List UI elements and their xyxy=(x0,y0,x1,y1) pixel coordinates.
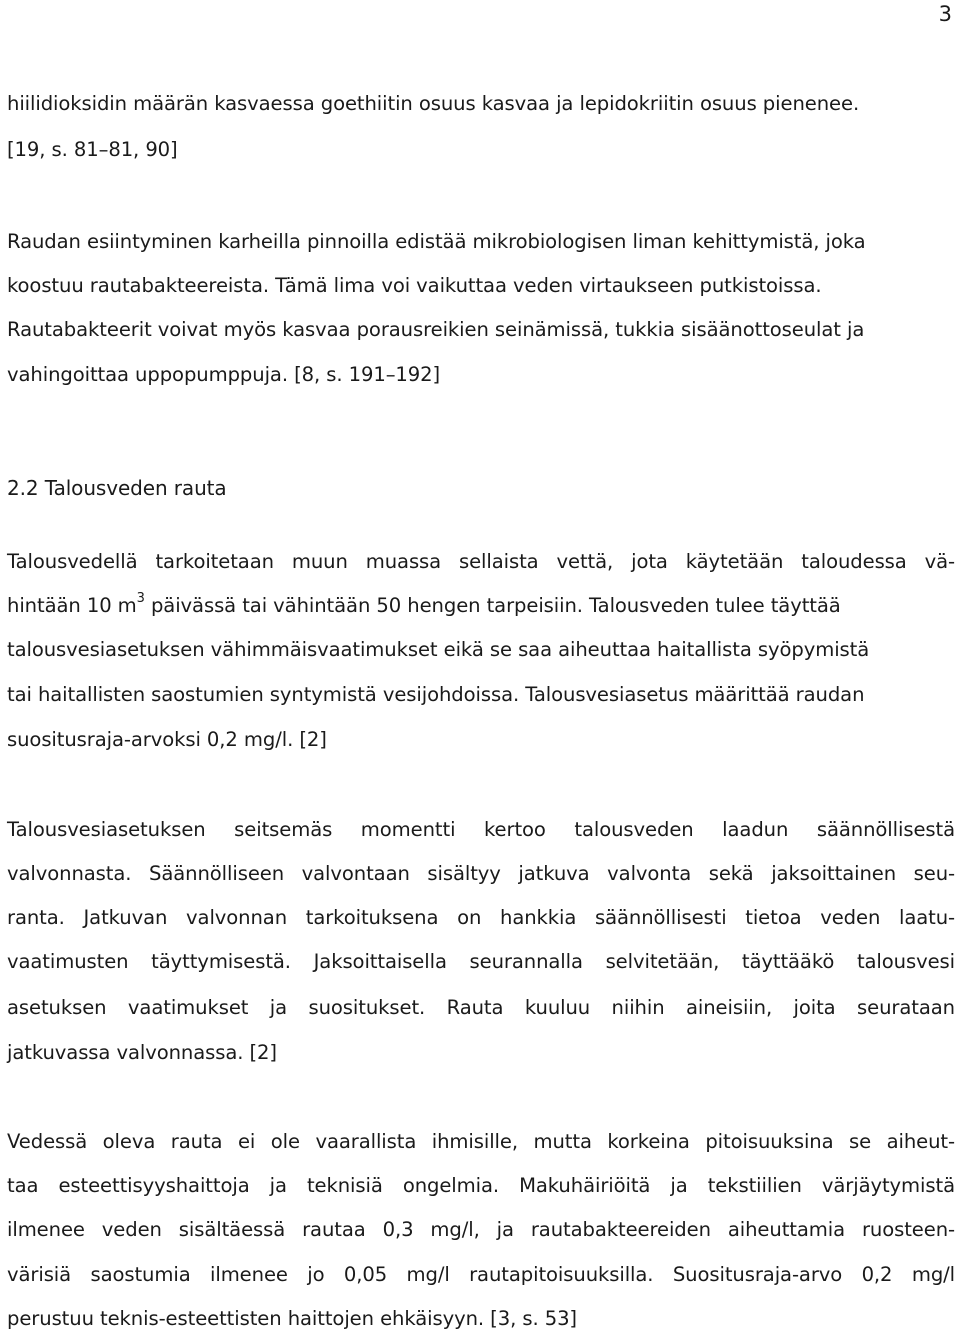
text-line: ilmenee veden sisältäessä rautaa 0,3 mg/l, ja rautabakteereiden aiheuttamia ruosteen- xyxy=(7,1218,955,1241)
text-line: [19, s. 81–81, 90] xyxy=(7,138,178,161)
text-line: Vedessä oleva rauta ei ole vaarallista ihmisille, mutta korkeina pitoisuuksina se aiheut- xyxy=(7,1130,955,1153)
page-number: 3 xyxy=(938,2,952,26)
text-line: jatkuvassa valvonnassa. [2] xyxy=(7,1041,277,1064)
text-line: suositusraja-arvoksi 0,2 mg/l. [2] xyxy=(7,728,327,751)
text-line: Talousvesiasetuksen seitsemäs momentti kertoo talousveden laadun säännöllisestä xyxy=(7,818,955,841)
text-line: Raudan esiintyminen karheilla pinnoilla edistää mikrobiologisen liman kehittymistä, joka xyxy=(7,230,866,253)
text-line: hiilidioksidin määrän kasvaessa goethiitin osuus kasvaa ja lepidokriitin osuus pienenee. xyxy=(7,92,860,115)
text-line: vahingoittaa uppopumppuja. [8, s. 191–192] xyxy=(7,363,441,386)
text-line: vaatimusten täyttymisestä. Jaksoittaisella seurannalla selvitetään, täyttääkö talousvesi xyxy=(7,950,955,973)
text-line xyxy=(7,591,841,618)
text-line: Rautabakteerit voivat myös kasvaa porausreikien seinämissä, tukkia sisäänottoseulat ja xyxy=(7,318,865,341)
text-line: asetuksen vaatimukset ja suositukset. Rauta kuuluu niihin aineisiin, joita seurataan xyxy=(7,996,955,1019)
text-line: ranta. Jatkuvan valvonnan tarkoituksena on hankkia säännöllisesti tietoa veden laatu- xyxy=(7,906,955,929)
text-line: Talousvedellä tarkoitetaan muun muassa sellaista vettä, jota käytetään taloudessa vä- xyxy=(7,550,955,573)
section-heading: 2.2 Talousveden rauta xyxy=(7,476,227,500)
superscript: 3 xyxy=(136,591,145,607)
text-line: taa esteettisyyshaittoja ja teknisiä ongelmia. Makuhäiriöitä ja tekstiilien värjäytymistä xyxy=(7,1174,955,1197)
text-line: talousvesiasetuksen vähimmäisvaatimukset eikä se saa aiheuttaa haitallista syöpymistä xyxy=(7,638,870,661)
text-line: tai haitallisten saostumien syntymistä vesijohdoissa. Talousvesiasetus määrittää raudan xyxy=(7,683,865,706)
text-line: perustuu teknis-esteettisten haittojen ehkäisyyn. [3, s. 53] xyxy=(7,1307,577,1330)
text-line: koostuu rautabakteereista. Tämä lima voi vaikuttaa veden virtaukseen putkistoissa. xyxy=(7,274,822,297)
text-line: värisiä saostumia ilmenee jo 0,05 mg/l rautapitoisuuksilla. Suositusraja-arvo 0,2 mg/l xyxy=(7,1263,955,1286)
text-segment: päivässä tai vähintään 50 hengen tarpeisiin. Talousveden tulee täyttää xyxy=(144,594,841,617)
text-segment: hintään 10 m xyxy=(7,594,137,617)
text-line: valvonnasta. Säännölliseen valvontaan sisältyy jatkuva valvonta sekä jaksoittainen seu- xyxy=(7,862,955,885)
